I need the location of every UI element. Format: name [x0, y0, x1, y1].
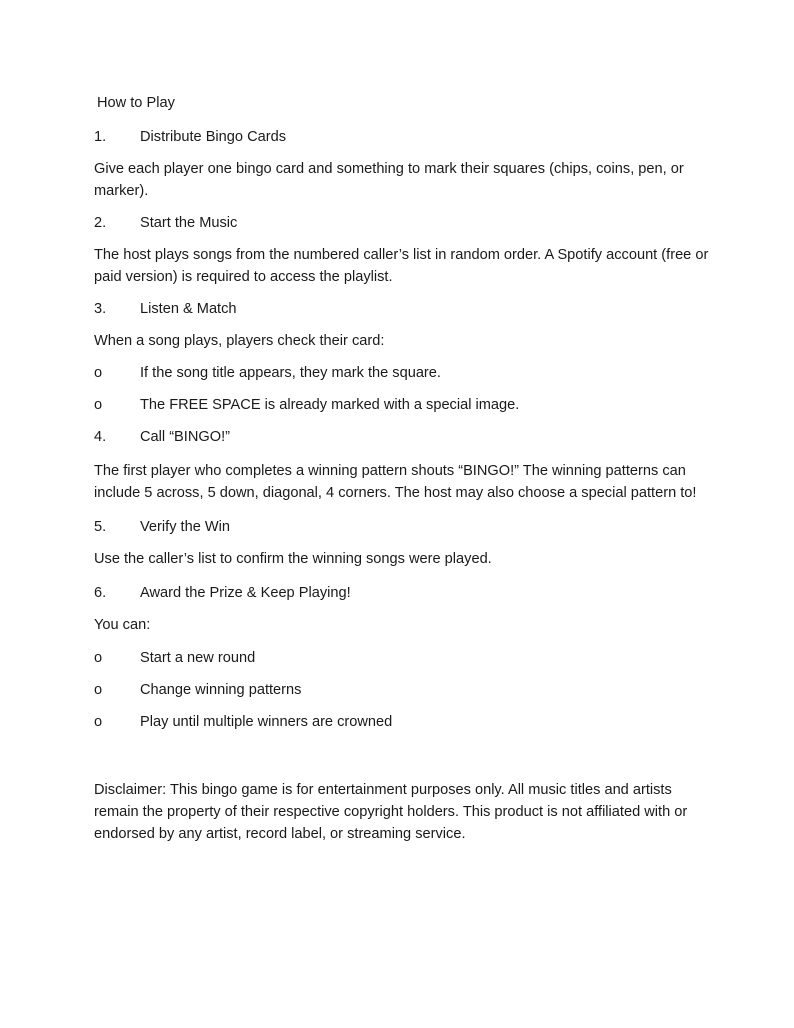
step-number: 1. — [94, 129, 107, 145]
step-number: 2. — [94, 215, 107, 231]
step-title: Award the Prize & Keep Playing! — [140, 585, 351, 601]
step-number: 6. — [94, 585, 107, 601]
step-title: Start the Music — [140, 215, 238, 231]
bullet-marker: o — [94, 682, 103, 698]
step-number: 4. — [94, 429, 107, 445]
step-5-body: Use the caller’s list to confirm the winning songs were played. — [94, 551, 492, 567]
list-item — [94, 647, 714, 669]
bullet-marker: o — [94, 365, 103, 381]
step-3-body: When a song plays, players check their card: — [94, 333, 385, 349]
document-page — [94, 92, 714, 845]
step-number: 5. — [94, 519, 107, 535]
step-title: Verify the Win — [140, 519, 231, 535]
step-1-body: Give each player one bingo card and something to mark their squares (chips, coins, pen, or marker). — [94, 161, 684, 199]
list-item — [94, 711, 714, 733]
page-title: How to Play — [97, 95, 175, 111]
bullet-marker: o — [94, 714, 103, 730]
bullet-text: If the song title appears, they mark the square. — [140, 365, 441, 381]
bullet-text: Start a new round — [140, 650, 256, 666]
step-4-heading — [94, 426, 714, 448]
step-4-body: The first player who completes a winning pattern shouts “BINGO!” The winning patterns can include 5 across, 5 down, diagonal, 4 corners. The host may also choose a special pattern to! — [94, 463, 697, 501]
list-item — [94, 679, 714, 701]
step-title: Call “BINGO!” — [140, 429, 230, 445]
step-number: 3. — [94, 301, 107, 317]
bullet-text: The FREE SPACE is already marked with a special image. — [140, 397, 520, 413]
bullet-marker: o — [94, 397, 103, 413]
step-6-heading — [94, 582, 714, 604]
list-item — [94, 394, 714, 416]
bullet-text: Play until multiple winners are crowned — [140, 714, 393, 730]
bullet-text: Change winning patterns — [140, 682, 302, 698]
bullet-marker: o — [94, 650, 103, 666]
step-5-heading — [94, 516, 714, 538]
step-3-heading — [94, 298, 714, 320]
step-title: Distribute Bingo Cards — [140, 129, 287, 145]
step-2-body: The host plays songs from the numbered caller’s list in random order. A Spotify account (free or paid version) is required to access the playlist. — [94, 247, 709, 285]
step-2-heading — [94, 212, 714, 234]
step-1-heading — [94, 126, 714, 148]
disclaimer-text: Disclaimer: This bingo game is for entertainment purposes only. All music titles and artists remain the property of their respective copyright holders. This product is not affiliated with or endorsed by any artist, record label, or streaming service. — [94, 782, 688, 842]
list-item — [94, 362, 714, 384]
step-6-body: You can: — [94, 617, 151, 633]
step-title: Listen & Match — [140, 301, 237, 317]
